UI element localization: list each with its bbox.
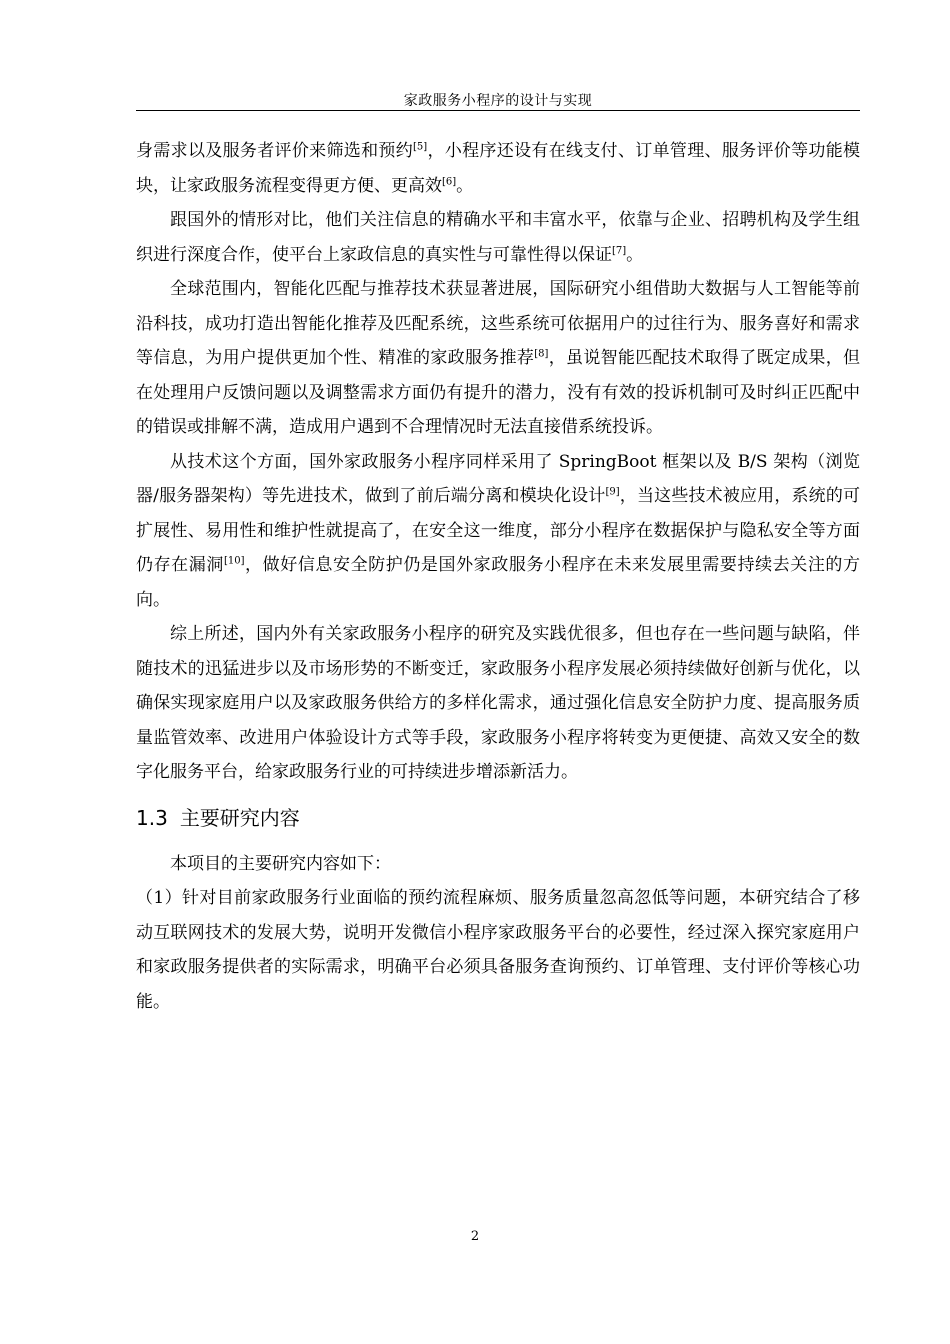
paragraph-summary: 综上所述，国内外有关家政服务小程序的研究及实践优很多，但也存在一些问题与缺陷，伴随技术的迅猛进步以及市场形势的不断变迁，家政服务小程序发展必须持续做好创新与优化，以确保实现家庭用户以及家政服务供给方的多样化需求，通过强化信息安全防护力度、提高服务质量监管效率、改进用户体验设计方式等手段，家政服务小程序将转变为更便捷、高效又安全的数字化服务平台，给家政服务行业的可持续进步增添新活力。 — [136, 624, 860, 782]
paragraph-foreign-comparison — [136, 203, 860, 272]
citation-10: [10] — [223, 555, 245, 567]
citation-5: [5] — [413, 141, 428, 153]
citation-7: [7] — [612, 244, 627, 256]
citation-8: [8] — [534, 348, 549, 360]
citation-9: [9] — [605, 486, 620, 498]
paragraph-text: ，虽说智能匹配技术取得了既定成果，但在处理用户反馈问题以及调整需求方面仍有提升的潜力，没有有效的投诉机制可及时纠正匹配中的错误或排解不满，造成用户遇到不合理情况时无法直接借系统投诉。 — [136, 348, 861, 437]
research-intro: 本项目的主要研究内容如下： — [170, 853, 391, 874]
running-header: 家政服务小程序的设计与实现 — [403, 93, 593, 109]
paragraph-text: 跟国外的情形对比，他们关注信息的精确水平和丰富水平，依靠与企业、招聘机构及学生组织进行深度合作，使平台上家政信息的真实性与可靠性得以保证 — [136, 210, 860, 265]
paragraph-text: 身需求以及服务者评价来筛选和预约 — [136, 141, 414, 161]
paragraph-intelligent-matching — [136, 272, 860, 445]
paragraph-text: ，做好信息安全防护仍是国外家政服务小程序在未来发展里需要持续去关注的方向。 — [136, 555, 861, 610]
page-body — [136, 134, 860, 1019]
paragraph-continuation — [136, 134, 860, 203]
header-rule — [136, 110, 860, 111]
paragraph-text: 从技术这个方面，国外家政服务小程序同样采用了 SpringBoot 框架以及 B/S 架构（浏览器/服务器架构）等先进技术，做到了前后端分离和模块化设计 — [136, 451, 860, 506]
paragraph-technology — [136, 445, 860, 618]
research-item-1: （1）针对目前家政服务行业面临的预约流程麻烦、服务质量忽高忽低等问题，本研究结合了移动互联网技术的发展大势，说明开发微信小程序家政服务平台的必要性，经过深入探究家庭用户和家政服务提供者的实际需求，明确平台必须具备服务查询预约、订单管理、支付评价等核心功能。 — [136, 888, 860, 1012]
paragraph-text: ，当这些技术被应用，系统的可扩展性、易用性和维护性就提高了，在安全这一维度，部分小程序在数据保护与隐私安全等方面仍存在漏洞 — [136, 486, 861, 575]
citation-6: [6] — [442, 175, 457, 187]
section-number: 1.3 — [136, 805, 168, 830]
paragraph-text: ，小程序还设有在线支付、订单管理、服务评价等功能模块，让家政服务流程变得更方便、更高效 — [136, 141, 861, 196]
paragraph-text: 全球范围内，智能化匹配与推荐技术获显著进展，国际研究小组借助大数据与人工智能等前沿科技，成功打造出智能化推荐及匹配系统，这些系统可依据用户的过往行为、服务喜好和需求等信息，为用户提供更加个性、精准的家政服务推荐 — [136, 279, 860, 368]
paragraph-text: 。 — [456, 175, 474, 196]
section-heading — [136, 803, 860, 833]
section-title: 主要研究内容 — [179, 805, 300, 830]
page-number: 2 — [470, 1229, 480, 1244]
paragraph-text: 。 — [626, 244, 644, 265]
